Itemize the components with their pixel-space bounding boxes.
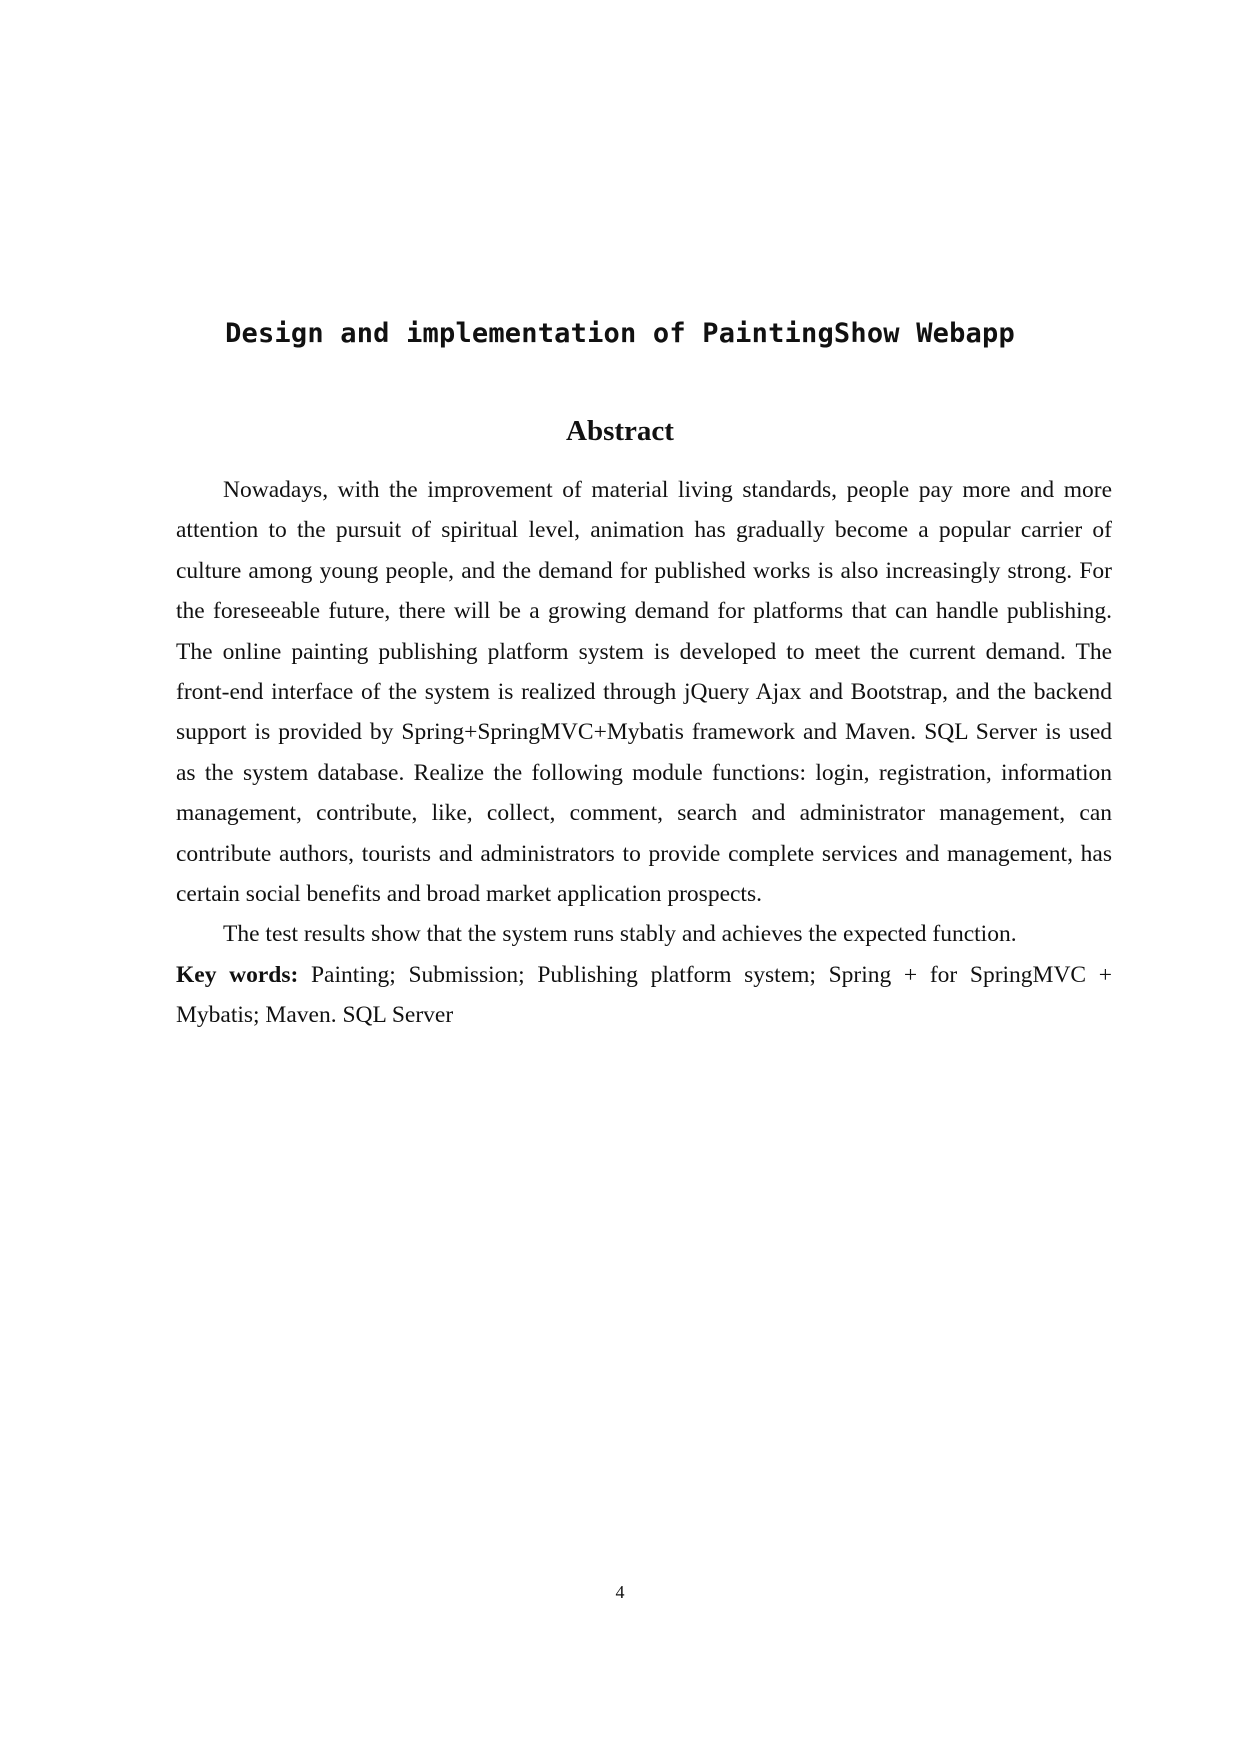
- abstract-heading: Abstract: [566, 415, 674, 447]
- abstract-body: [176, 470, 1112, 1036]
- keywords: [176, 955, 1112, 1036]
- keywords-label: Key words:: [176, 961, 299, 988]
- page-number: 4: [615, 1582, 625, 1602]
- keywords-text: Painting; Submission; Publishing platform system; Spring + for SpringMVC + Mybatis; Maven. SQL Server: [176, 961, 1113, 1029]
- abstract-paragraph-1: Nowadays, with the improvement of material living standards, people pay more and more attention to the pursuit of spiritual level, animation has gradually become a popular carrier of culture among young people, and the demand for published works is also increasingly strong. For the foreseeable future, there will be a growing demand for platforms that can handle publishing. The online painting publishing platform system is developed to meet the current demand. The front-end interface of the system is realized through jQuery Ajax and Bootstrap, and the backend support is provided by Spring+SpringMVC+Mybatis framework and Maven. SQL Server is used as the system database. Realize the following module functions: login, registration, information management, contribute, like, collect, comment, search and administrator management, can contribute authors, tourists and administrators to provide complete services and management, has certain social benefits and broad market application prospects.: [176, 477, 1112, 908]
- document-title: Design and implementation of PaintingShow Webapp: [225, 318, 1015, 349]
- abstract-paragraph-2: The test results show that the system runs stably and achieves the expected function.: [223, 921, 1017, 948]
